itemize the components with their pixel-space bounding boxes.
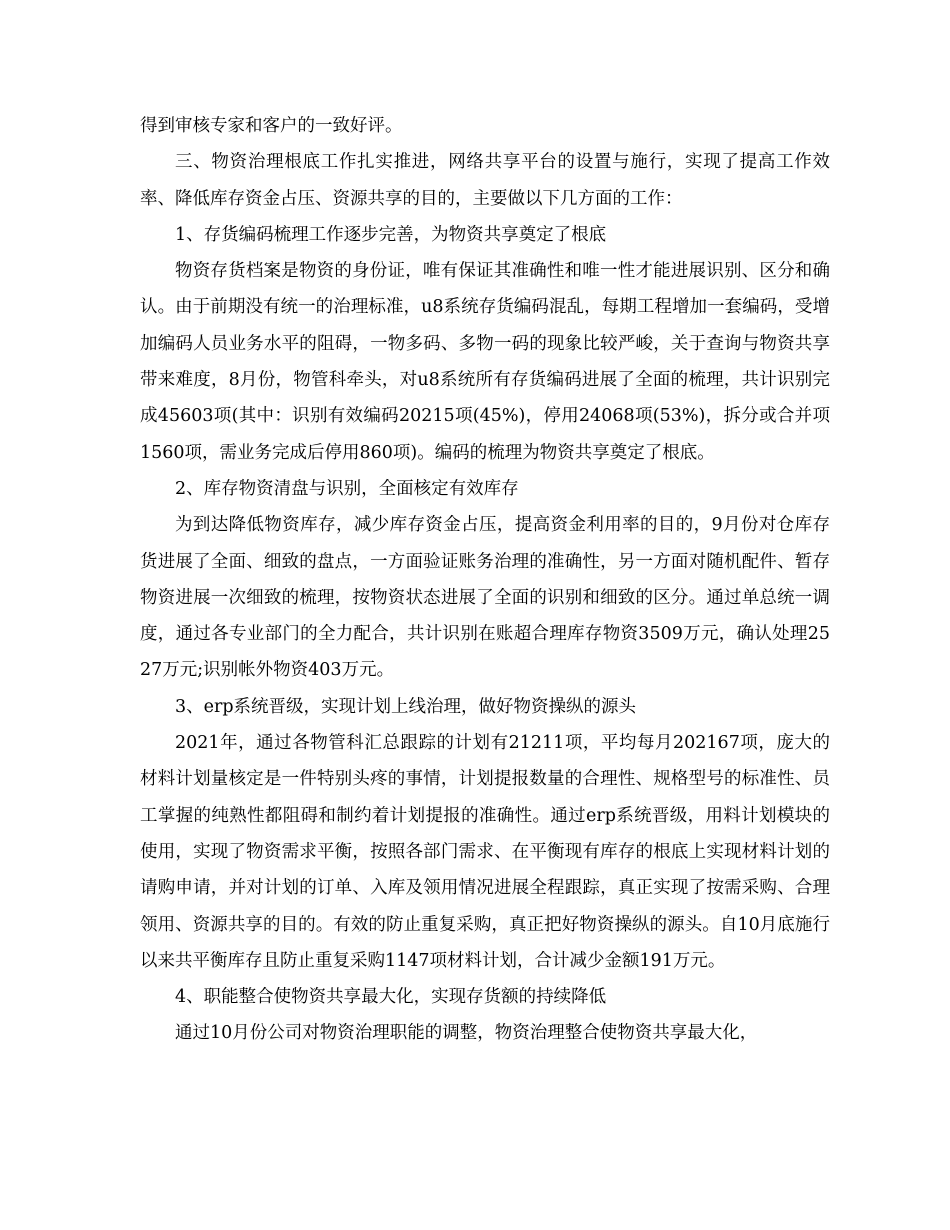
paragraph-continuation: 得到审核专家和客户的一致好评。 xyxy=(140,116,403,136)
heading-item-1: 1、存货编码梳理工作逐步完善，为物资共享奠定了根底 xyxy=(175,224,607,245)
heading-item-4: 4、职能整合使物资共享最大化，实现存货额的持续降低 xyxy=(175,987,607,1008)
paragraph-item-1-body: 物资存货档案是物资的身份证，唯有保证其准确性和唯一性才能进展识别、区分和确认。由于前期没有统一的治理标准，u8系统存货编码混乱，每期工程增加一套编码，受增加编码人员业务水平的阻碍，一物多码、多物一码的现象比较严峻，关于查询与物资共享带来难度，8月份，物管科牵头，对u8系统所有存货编码进展了全面的梳理，共计识别完成45603项(其中：识别有效编码20215项(45%)，停用24068项(53%)，拆分或合并项1560项，需业务完成后停用860项)。编码的梳理为物资共享奠定了根底。 xyxy=(140,261,830,463)
document-page xyxy=(140,108,830,1052)
paragraph-item-3-body: 2021年，通过各物管科汇总跟踪的计划有21211项，平均每月202167项，庞大的材料计划量核定是一件特别头疼的事情，计划提报数量的合理性、规格型号的标准性、员工掌握的纯熟性都阻碍和制约着计划提报的准确性。通过erp系统晋级，用料计划模块的使用，实现了物资需求平衡，按照各部门需求、在平衡现有库存的根底上实现材料计划的请购申请，并对计划的订单、入库及领用情况进展全程跟踪，真正实现了按需采购、合理领用、资源共享的目的。有效的防止重复采购，真正把好物资操纵的源头。自10月底施行以来共平衡库存且防止重复采购1147项材料计划，合计减少金额191万元。 xyxy=(140,733,830,971)
heading-item-3: 3、erp系统晋级，实现计划上线治理，做好物资操纵的源头 xyxy=(175,696,637,717)
heading-item-2: 2、库存物资清盘与识别，全面核定有效库存 xyxy=(175,478,519,499)
paragraph-section-three: 三、物资治理根底工作扎实推进，网络共享平台的设置与施行，实现了提高工作效率、降低库存资金占压、资源共享的目的，主要做以下几方面的工作： xyxy=(140,152,830,209)
paragraph-item-4-body: 通过10月份公司对物资治理职能的调整，物资治理整合使物资共享最大化， xyxy=(175,1023,758,1044)
paragraph-item-2-body: 为到达降低物资库存，减少库存资金占压，提高资金利用率的目的，9月份对仓库存货进展了全面、细致的盘点，一方面验证账务治理的准确性，另一方面对随机配件、暂存物资进展一次细致的梳理，按物资状态进展了全面的识别和细致的区分。通过单总统一调度，通过各专业部门的全力配合，共计识别在账超合理库存物资3509万元，确认处理2527万元;识别帐外物资403万元。 xyxy=(140,515,830,681)
